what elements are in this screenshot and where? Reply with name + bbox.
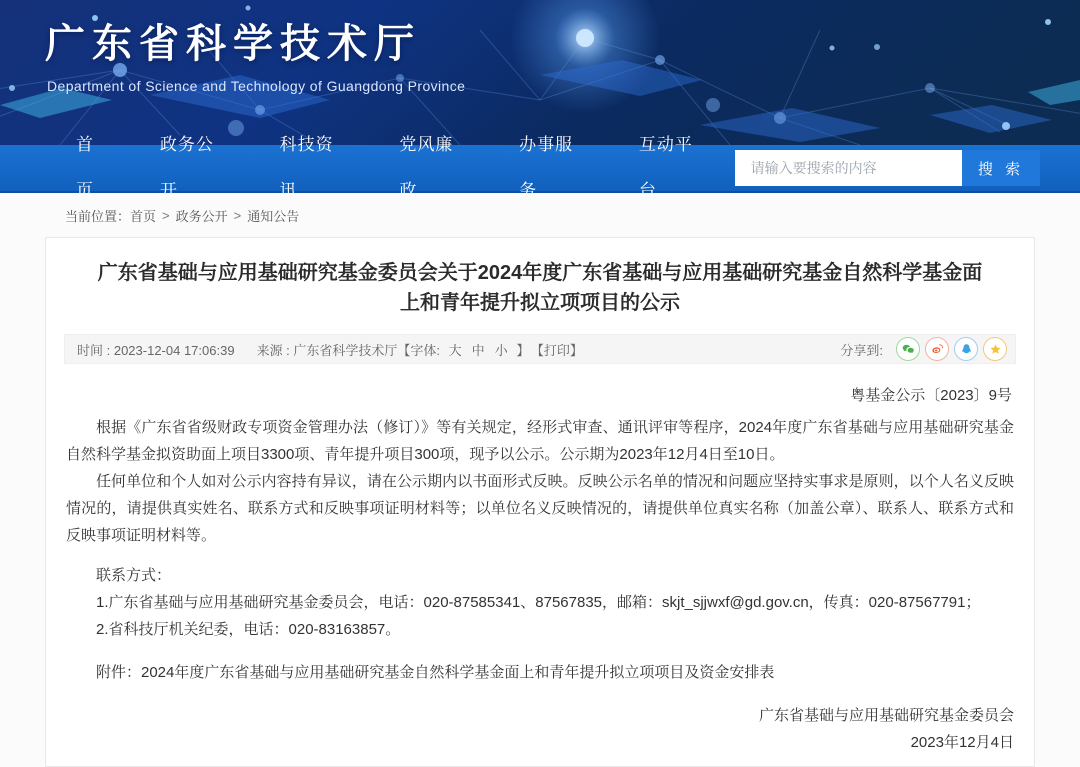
banner-text	[45, 18, 465, 94]
weibo-share-icon[interactable]	[925, 337, 949, 361]
page-title: 广东省基础与应用基础研究基金委员会关于2024年度广东省基础与应用基础研究基金自然科学基金面上和青年提升拟立项项目的公示	[97, 262, 983, 314]
time-label: 时间 :	[77, 342, 114, 358]
publish-time: 2023-12-04 17:06:39	[113, 342, 235, 358]
contact-heading: 联系方式：	[96, 567, 172, 584]
breadcrumb-separator: >	[162, 207, 170, 223]
font-size-open: 【字体:	[397, 342, 444, 358]
breadcrumb-current: 通知公告	[247, 208, 300, 224]
nav-item-tech-news[interactable]: 科技资讯	[279, 135, 334, 200]
site-title: 广东省科学技术厅	[45, 22, 421, 66]
breadcrumb-gov-info[interactable]: 政务公开	[175, 208, 228, 224]
share-label: 分享到:	[840, 342, 883, 358]
share-bar	[840, 337, 1007, 361]
issue-date: 2023年12月4日	[910, 734, 1014, 751]
breadcrumb-label: 当前位置：	[65, 208, 131, 224]
breadcrumb-separator: >	[233, 207, 242, 223]
issuer-signature: 广东省基础与应用基础研究基金委员会	[758, 707, 1014, 724]
contact-item: 2.省科技厅机关纪委，电话：020-83163857。	[96, 621, 401, 638]
print-button[interactable]: 【打印】	[537, 342, 583, 358]
contact-item: 1.广东省基础与应用基础研究基金委员会，电话：020-87585341、87567835，邮箱：skjt_sjjwxf@gd.gov.cn，传真：020-87567791；	[96, 594, 981, 611]
article-paragraph: 任何单位和个人如对公示内容持有异议，请在公示期内以书面形式反映。反映公示名单的情况和问题应坚持实事求是原则，以个人名义反映情况的，请提供真实姓名、联系方式和反映事项证明材料等；以单位名义反映情况的，请提供单位真实名称（加盖公章）、联系人、联系方式和反映事项证明材料等。	[66, 473, 1014, 544]
wechat-share-icon[interactable]	[896, 337, 920, 361]
article-paragraph: 根据《广东省省级财政专项资金管理办法（修订）》等有关规定，经形式审查、通讯评审等程序，2024年度广东省基础与应用基础研究基金自然科学基金拟资助面上项目3300项、青年提升项目300项，现予以公示。公示期为2023年12月4日至10日。	[66, 419, 1014, 463]
qzone-share-icon[interactable]	[983, 337, 1007, 361]
search-box	[735, 150, 1040, 186]
nav-item-party-conduct[interactable]: 党风廉政	[399, 135, 454, 200]
font-size-medium[interactable]: 中	[471, 342, 485, 358]
font-size-close: 】	[512, 342, 530, 358]
qq-share-icon[interactable]	[954, 337, 978, 361]
meta-info	[77, 340, 588, 359]
search-button[interactable]: 搜 索	[962, 150, 1040, 186]
nav-item-interaction[interactable]: 互动平台	[638, 135, 693, 200]
meta-bar	[64, 334, 1016, 364]
source-value: 广东省科学技术厅	[293, 342, 398, 358]
attachment-line: 附件：2024年度广东省基础与应用基础研究基金自然科学基金面上和青年提升拟立项项目及资金安排表	[96, 664, 775, 681]
source-label: 来源 :	[256, 342, 294, 358]
main-nav	[0, 135, 1080, 200]
font-size-small[interactable]: 小	[494, 342, 508, 358]
site-subtitle: Department of Science and Technology of Guangdong Province	[47, 78, 466, 94]
nav-item-gov-info[interactable]: 政务公开	[159, 135, 214, 200]
doc-number: 粤基金公示〔2023〕9号	[850, 387, 1012, 404]
nav-item-home[interactable]: 首页	[76, 135, 94, 200]
search-input[interactable]	[735, 150, 962, 186]
nav-items	[52, 122, 735, 214]
font-size-large[interactable]: 大	[448, 342, 462, 358]
article-card	[45, 237, 1035, 767]
breadcrumb-home[interactable]: 首页	[130, 208, 157, 224]
nav-item-services[interactable]: 办事服务	[519, 135, 574, 200]
